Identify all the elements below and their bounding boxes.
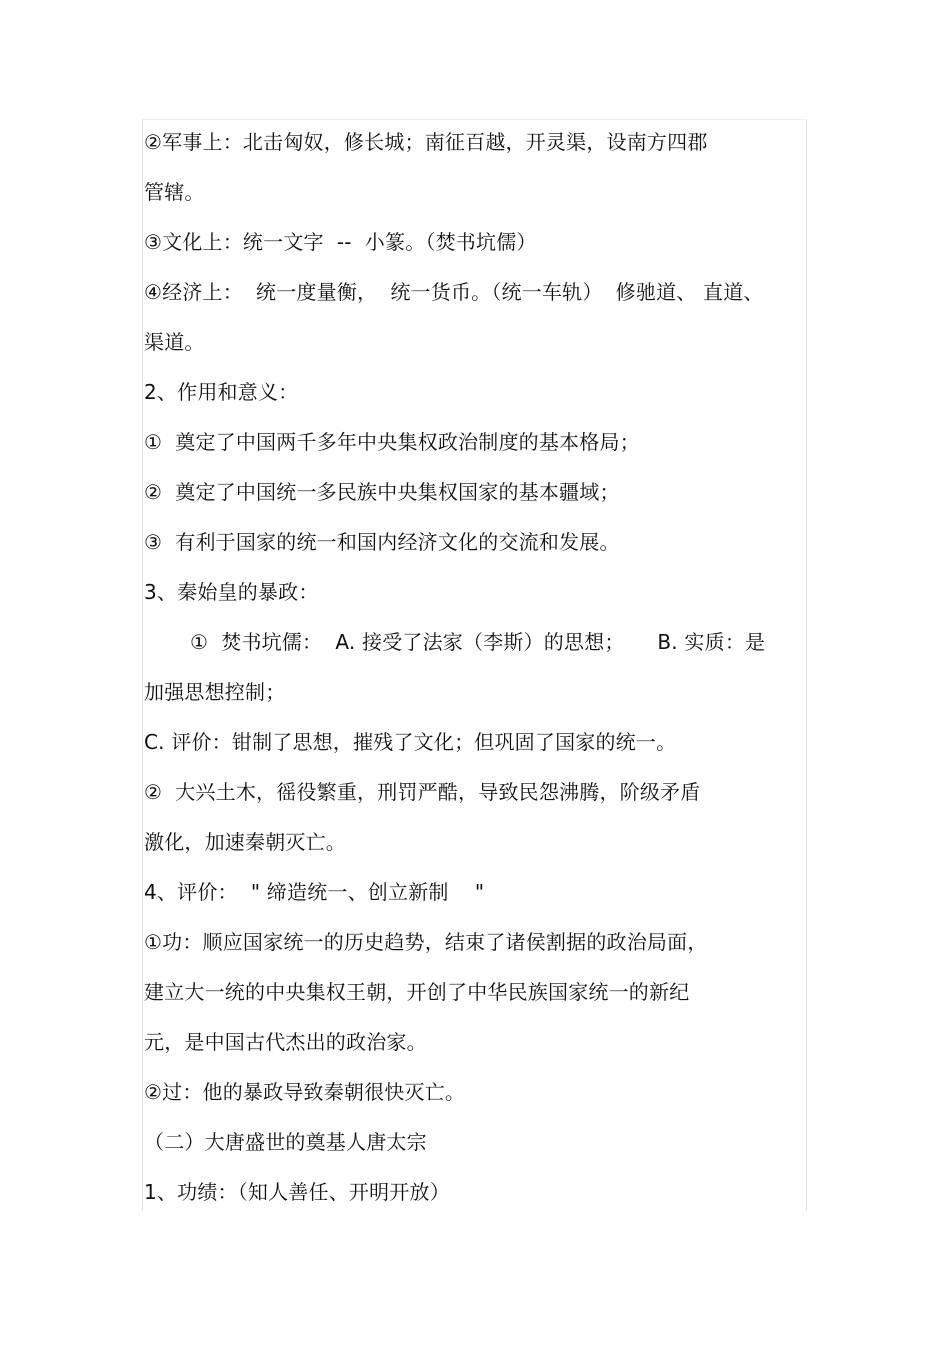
- section-heading-tyranny: 3、秦始皇的暴政：: [144, 580, 319, 604]
- section-heading-evaluation: 4、评价： " 缔造统一、创立新制 ": [144, 880, 485, 904]
- text-line-economy: ④经济上： 统一度量衡， 统一货币。（统一车轨） 修驰道、 直道、: [144, 280, 764, 304]
- text-line-culture: ③文化上：统一文字 -- 小篆。（焚书坑儒）: [144, 230, 537, 254]
- text-line-tyranny-1: ① 焚书坑儒： A. 接受了法家（李斯）的思想； B. 实质：是: [190, 630, 766, 654]
- text-line-significance-3: ③ 有利于国家的统一和国内经济文化的交流和发展。: [144, 530, 620, 554]
- text-line-merit-cont-2: 元，是中国古代杰出的政治家。: [144, 1030, 427, 1054]
- text-line-merit: ①功：顺应国家统一的历史趋势，结束了诸侯割据的政治局面，: [144, 930, 708, 954]
- text-line-fault: ②过：他的暴政导致秦朝很快灭亡。: [144, 1080, 466, 1104]
- text-line-significance-1: ① 奠定了中国两千多年中央集权政治制度的基本格局；: [144, 430, 640, 454]
- text-line-significance-2: ② 奠定了中国统一多民族中央集权国家的基本疆域；: [144, 480, 620, 504]
- text-line-military-cont: 管辖。: [144, 180, 205, 204]
- text-line-military: ②军事上：北击匈奴，修长城；南征百越，开灵渠，设南方四郡: [144, 130, 708, 154]
- text-line-tyranny-2: ② 大兴土木，徭役繁重，刑罚严酷，导致民怨沸腾，阶级矛盾: [144, 780, 701, 804]
- text-line-economy-cont: 渠道。: [144, 330, 205, 354]
- section-heading-tang-taizong: （二）大唐盛世的奠基人唐太宗: [144, 1130, 427, 1154]
- section-heading-achievements: 1、功绩：（知人善任、开明开放）: [144, 1180, 450, 1204]
- text-line-tyranny-1-cont: 加强思想控制；: [144, 680, 286, 704]
- text-line-tyranny-2-cont: 激化，加速秦朝灭亡。: [144, 830, 346, 854]
- text-line-tyranny-evaluation: C. 评价：钳制了思想，摧残了文化；但巩固了国家的统一。: [144, 730, 677, 754]
- text-line-merit-cont-1: 建立大一统的中央集权王朝，开创了中华民族国家统一的新纪: [144, 980, 690, 1004]
- section-heading-significance: 2、作用和意义：: [144, 380, 299, 404]
